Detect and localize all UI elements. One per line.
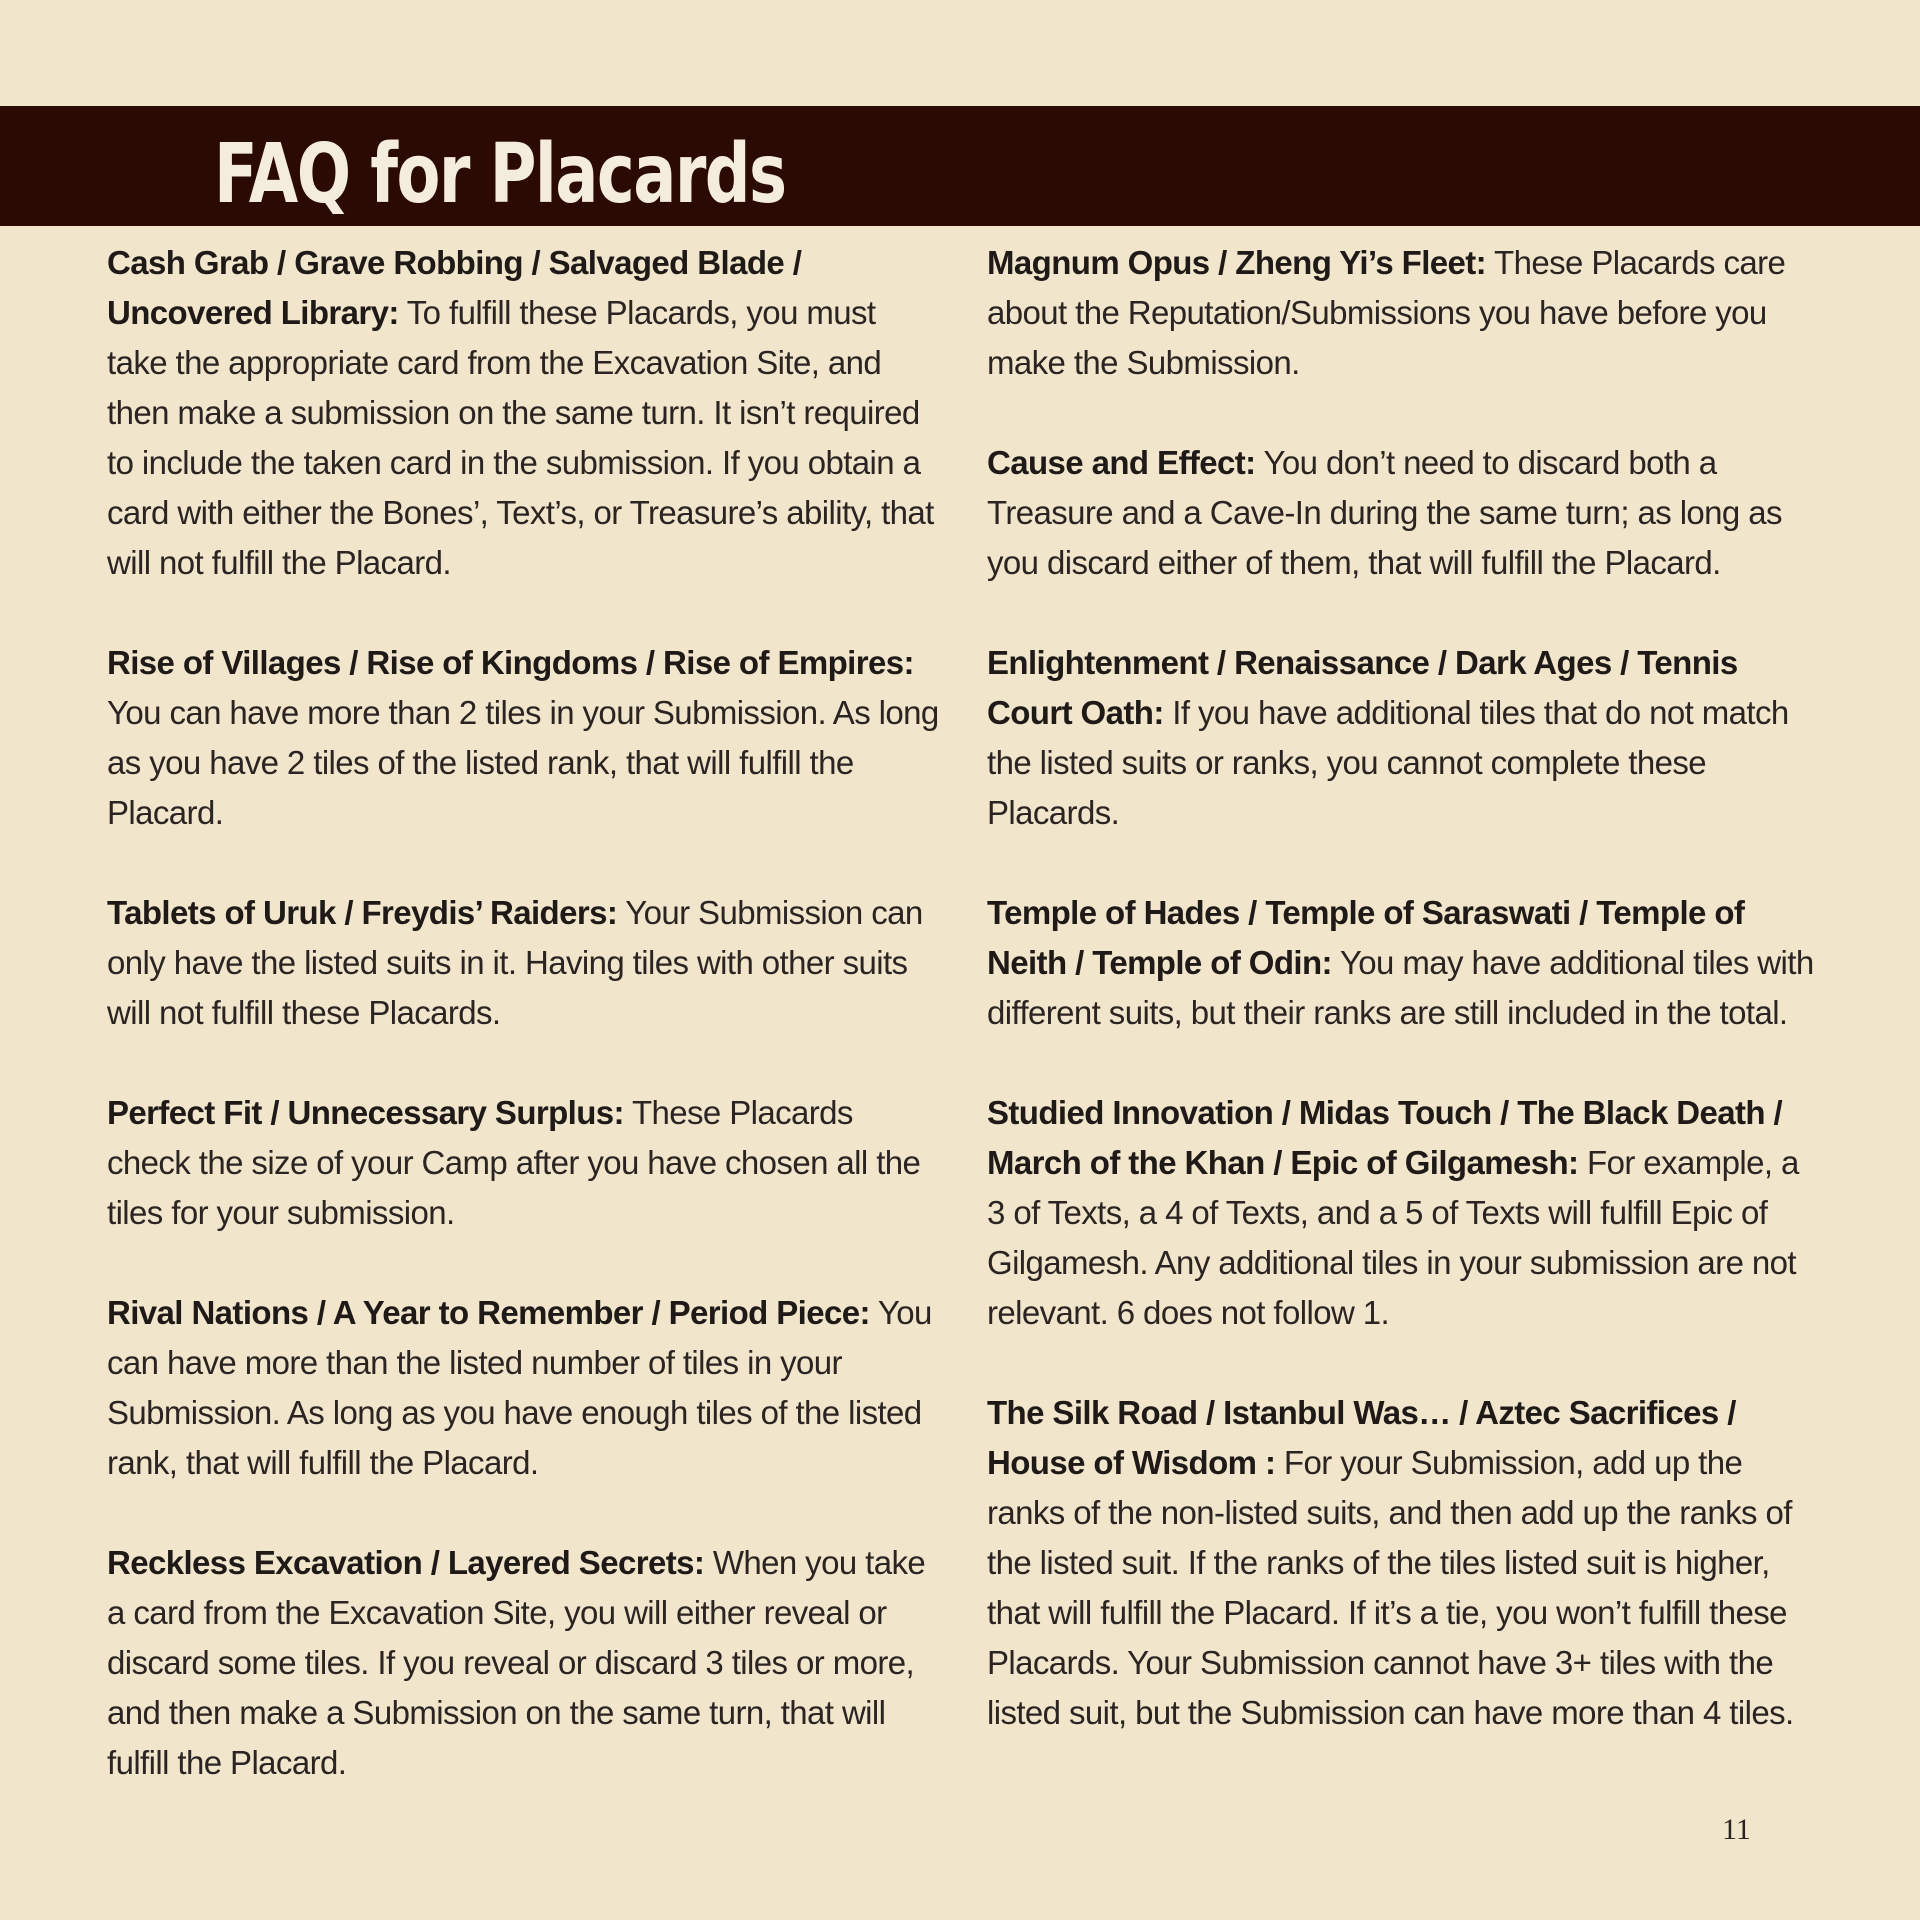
faq-column-left xyxy=(107,238,942,1838)
faq-entry xyxy=(987,888,1822,1038)
faq-answer: If you have additional tiles that do not match the listed suits or ranks, you cannot complete these Placards. xyxy=(987,694,1789,831)
faq-term: Tablets of Uruk / Freydis’ Raiders: xyxy=(107,894,618,931)
faq-entry xyxy=(107,888,942,1038)
faq-entry xyxy=(987,638,1822,838)
page-number: 11 xyxy=(1722,1813,1751,1846)
faq-term: Reckless Excavation / Layered Secrets: xyxy=(107,1544,705,1581)
faq-entry xyxy=(987,1088,1822,1338)
faq-answer: Your Submission can only have the listed suits in it. Having tiles with other suits will not fulfill these Placards. xyxy=(107,894,923,1031)
faq-term: Cash Grab / Grave Robbing / Salvaged Blade / Uncovered Library: xyxy=(107,244,802,331)
faq-term: Cause and Effect: xyxy=(987,444,1256,481)
faq-answer: You don’t need to discard both a Treasure and a Cave-In during the same turn; as long as you discard either of them, that will fulfill the Placard. xyxy=(987,444,1782,581)
faq-answer: For your Submission, add up the ranks of the non-listed suits, and then add up the ranks of the listed suit. If the ranks of the tiles listed suit is higher, that will fulfill the Placard. If it’s a tie, you won’t fulfill these Placards. Your Submission cannot have 3+ tiles with the listed suit, but the Submission can have more than 4 tiles. xyxy=(987,1444,1794,1731)
faq-answer: To fulfill these Placards, you must take the appropriate card from the Excavation Site, and then make a submission on the same turn. It isn’t required to include the taken card in the submission. If you obtain a card with either the Bones’, Text’s, or Treasure’s ability, that will not fulfill the Placard. xyxy=(107,294,934,581)
faq-answer: When you take a card from the Excavation Site, you will either reveal or discard some tiles. If you reveal or discard 3 tiles or more, and then make a Submission on the same turn, that will fulfill the Placard. xyxy=(107,1544,926,1781)
faq-term: Magnum Opus / Zheng Yi’s Fleet: xyxy=(987,244,1487,281)
faq-answer: You can have more than the listed number of tiles in your Submission. As long as you have enough tiles of the listed rank, that will fulfill the Placard. xyxy=(107,1294,932,1481)
faq-entry xyxy=(107,1538,942,1788)
faq-term: Perfect Fit / Unnecessary Surplus: xyxy=(107,1094,624,1131)
faq-answer: These Placards care about the Reputation/Submissions you have before you make the Submission. xyxy=(987,244,1786,381)
page-title: FAQ for Placards xyxy=(214,127,786,222)
faq-term: Studied Innovation / Midas Touch / The Black Death / March of the Khan / Epic of Gilgamesh: xyxy=(987,1094,1783,1181)
faq-entry xyxy=(107,1088,942,1238)
faq-term: Rival Nations / A Year to Remember / Period Piece: xyxy=(107,1294,870,1331)
faq-entry xyxy=(107,1288,942,1488)
faq-entry xyxy=(107,238,942,588)
faq-term: Rise of Villages / Rise of Kingdoms / Rise of Empires: xyxy=(107,644,914,681)
faq-term: Enlightenment / Renaissance / Dark Ages / Tennis Court Oath: xyxy=(987,644,1738,731)
faq-entry xyxy=(107,638,942,838)
faq-answer: These Placards check the size of your Camp after you have chosen all the tiles for your submission. xyxy=(107,1094,921,1231)
faq-term: Temple of Hades / Temple of Saraswati / Temple of Neith / Temple of Odin: xyxy=(987,894,1745,981)
faq-column-right xyxy=(987,238,1822,1788)
faq-answer: You may have additional tiles with different suits, but their ranks are still included in the total. xyxy=(987,944,1814,1031)
faq-entry xyxy=(987,1388,1822,1738)
faq-entry xyxy=(987,438,1822,588)
faq-term: The Silk Road / Istanbul Was… / Aztec Sacrifices / House of Wisdom : xyxy=(987,1394,1736,1481)
faq-answer: You can have more than 2 tiles in your Submission. As long as you have 2 tiles of the listed rank, that will fulfill the Placard. xyxy=(107,694,939,831)
faq-answer: For example, a 3 of Texts, a 4 of Texts, and a 5 of Texts will fulfill Epic of Gilgamesh. Any additional tiles in your submission are not relevant. 6 does not follow 1. xyxy=(987,1144,1799,1331)
faq-entry xyxy=(987,238,1822,388)
